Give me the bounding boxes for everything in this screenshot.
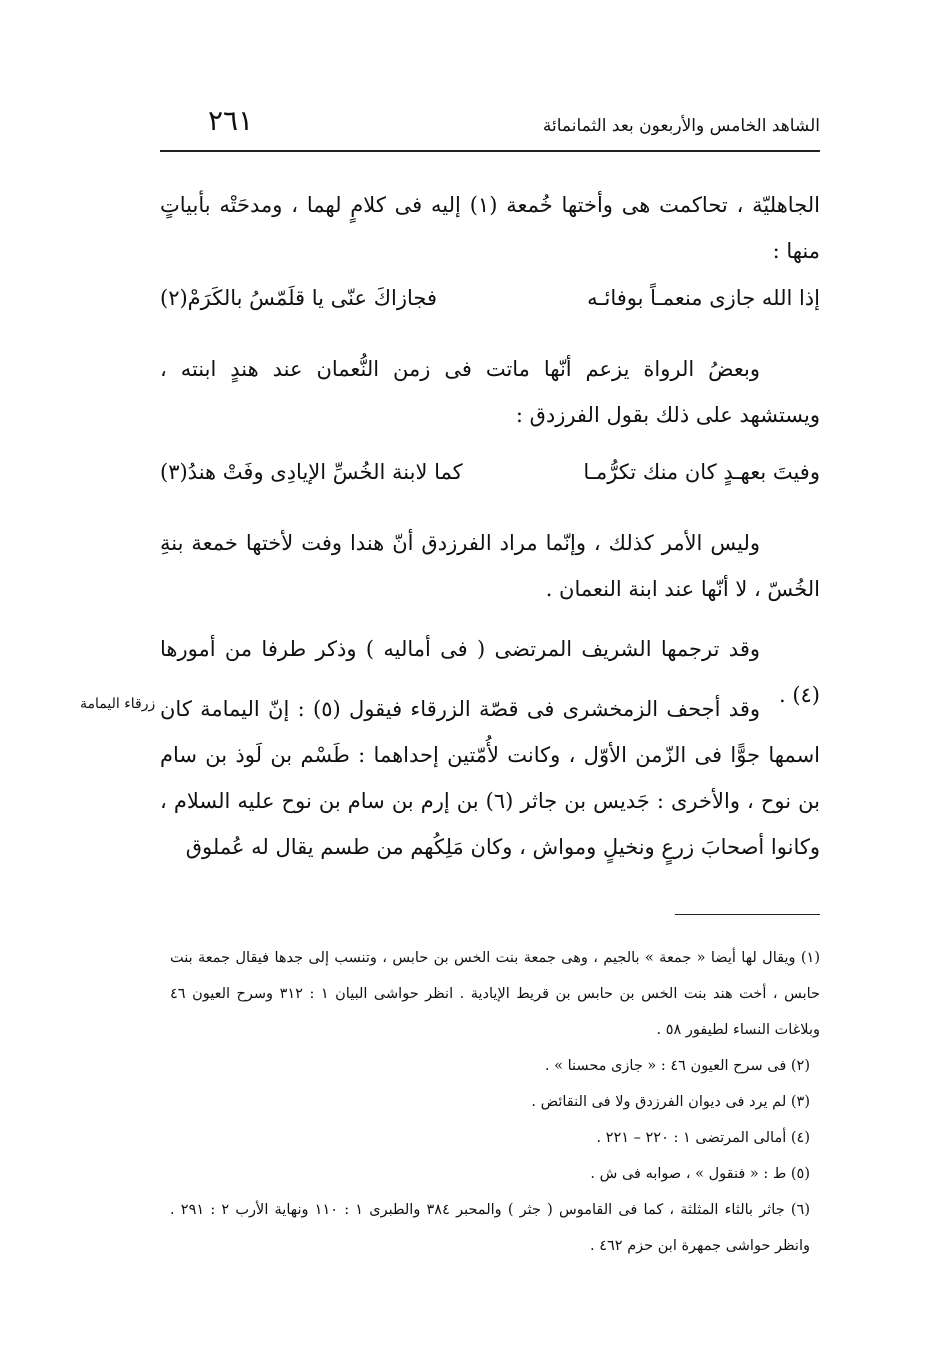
verse-1	[160, 286, 820, 332]
verse-1-second-hemistich: فجازاكَ عنّى يا قلَمّسُ بالكَرَمْ(٢)	[160, 286, 438, 310]
verse-2-first-hemistich: وفيتَ بعهـدٍ كان منك تكرُّمـا	[583, 460, 820, 484]
footnote-3: (٣) لم يرد فى ديوان الفرزدق ولا فى النقائض .	[531, 1094, 810, 1110]
footnote-6: (٦) جاثر بالثاء المثلثة ، كما فى القاموس ( جثر ) والمحبر ٣٨٤ والطبرى ١ : ١١٠ ونهاية الأرب ٢ : ٢٩١ . وانظر حواشى جمهرة ابن حزم ٤٦٢ .	[170, 1202, 810, 1254]
footnote-1: (١) ويقال لها أيضا « جمعة » بالجيم ، وهى جمعة بنت الخس بن حابس ، وتنسب إلى جدها فيقال جمعة بنت حابس ، أخت هند بنت الخس بن حابس بن قريط الإيادية . انظر حواشى البيان ١ : ٣١٢ وسرح العيون ٤٦ وبلاغات النساء لطيفور ٥٨ .	[170, 950, 821, 1038]
paragraph-5: وقد أجحف الزمخشرى فى قصّة الزرقاء فيقول (٥) : إنّ اليمامة كان اسمها جوًّا فى الزّمن الأوّل ، وكانت لأُمّتين إحداهما : طَسْم بن لَوذ بن سام بن نوح ، والأخرى : جَديس بن جاثر (٦) بن إرم بن سام بن نوح عليه السلام ، وكانوا أصحابَ زرعٍ ونخيلٍ ومواش ، وكان مَلِكُهم من طسم يقال له عُملوق	[160, 697, 821, 859]
running-head: الشاهد الخامس والأربعون بعد الثمانمائة	[542, 116, 820, 136]
margin-note: زرقاء اليمامة	[80, 696, 156, 712]
verse-2-second-hemistich: كما لابنة الخُسِّ الإيادِى وفَتْ هندُ(٣)	[160, 460, 463, 484]
footnote-2: (٢) فى سرح العيون ٤٦ : « جازى محسنا » .	[544, 1058, 810, 1074]
verse-2	[160, 460, 820, 506]
page-number: ٢٦١	[208, 104, 254, 137]
paragraph-3: وليس الأمر كذلك ، وإنّما مراد الفرزدق أنّ هندا وفت لأختها خمعة بنةِ الخُسّ ، لا أنّها عند ابنة النعمان .	[160, 531, 820, 601]
paragraph-2: وبعضُ الرواة يزعم أنّها ماتت فى زمن النُّعمان عند هندٍ ابنته ، ويستشهد على ذلك بقول الفرزدق :	[160, 357, 820, 427]
footnote-rule	[675, 914, 820, 915]
header-rule	[160, 150, 820, 152]
page-header	[160, 100, 820, 150]
paragraph-4: وقد ترجمها الشريف المرتضى ( فى أماليه ) وذكر طرفا من أمورها (٤) .	[160, 637, 820, 707]
verse-1-first-hemistich: إذا الله جازى منعمـاً بوفائـه	[587, 286, 820, 310]
footnote-5: (٥) ط : « فنقول » ، صوابه فى ش .	[590, 1166, 810, 1182]
footnote-4: (٤) أمالى المرتضى ١ : ٢٢٠ – ٢٢١ .	[596, 1130, 810, 1146]
paragraph-1: الجاهليّة ، تحاكمت هى وأختها خُمعة (١) إليه فى كلامٍ لهما ، ومدحَتْه بأبياتٍ منها :	[160, 193, 820, 263]
footnotes	[170, 940, 820, 1264]
